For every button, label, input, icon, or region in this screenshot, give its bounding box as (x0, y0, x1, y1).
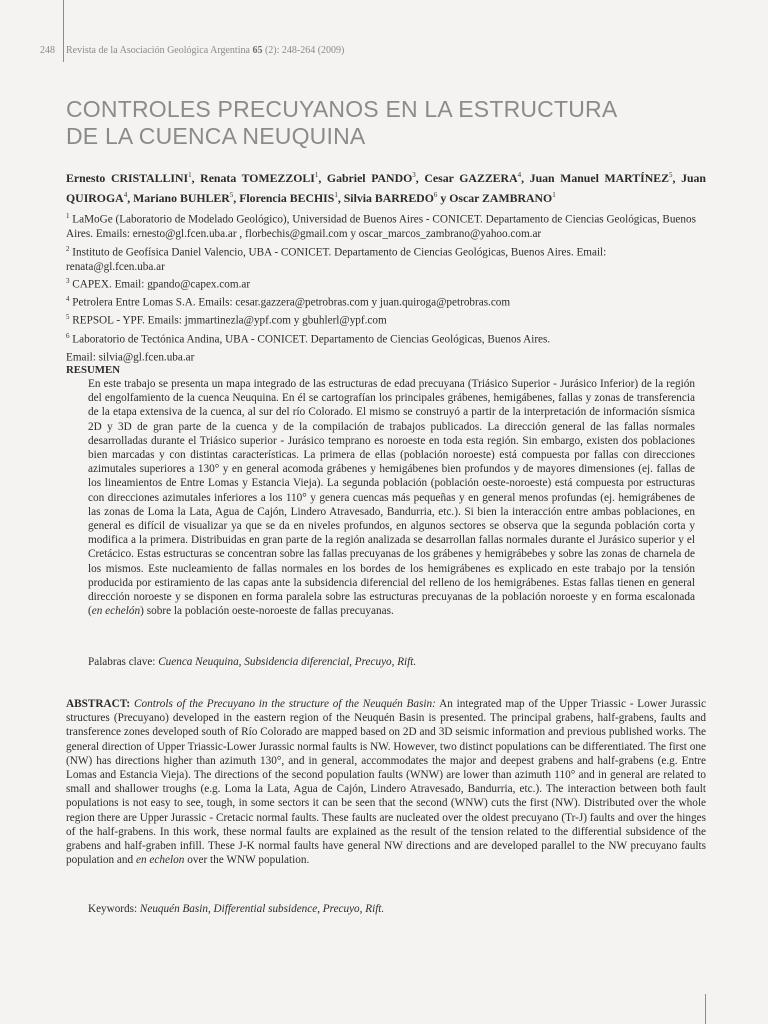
author-affiliation-marker: 1 (314, 171, 319, 179)
author-affiliation-marker: 3 (412, 171, 416, 179)
affiliation-item: Email: silvia@gl.fcen.uba.ar (66, 351, 195, 364)
abstract: ABSTRACT: Controls of the Precuyano in the structure of the Neuquén Basin: An integrated map of the Upper Triassic - Lower Jurassic structures (Precuyano) developed in the eastern region of the Neuquén Basin is presented. The principal grabens, half-grabens, faults and transference zones developed south of Río Colorado are mapped based on 2D and 3D seismic information and previous published works. The general direction of Upper Triassic-Lower Jurassic normal faults is NW. However, two distinct populations can be differentiated. The first one (NW) has directions higher than azimuth 130°, and in general, accommodates the major and deepest grabens and half-grabens (e.g. Entre Lomas and Estancia Vieja). The directions of the second population faults (WNW) are lower than azimuth 110° and in general are related to small and shallower troughs (e.g. Loma la Lata, Agua de Cajón, Lindero Atravesado, Bandurria, etc.). The interaction between both fault populations is not easy to see, tough, in some sectors it can be seen that the second (WNW) cuts the first (NW). Distributed over the whole region there are Upper Jurassic - Cretacic normal faults. These faults are nucleated over the oldest precuyano (Tr-J) faults and over the hinges of the half-grabens. In this work, these normal faults are explained as the result of the tension related to the differential subsidence of the grabens and half-graben infill. These J-K normal faults have general NW directions and are developed parallel to the NW precuyano faults population and en echelon over the WNW population. (66, 698, 706, 867)
affiliation-item: $^3$ CAPEX. Email: gpando@capex.com.ar (66, 277, 251, 291)
abstract-title: Controls of the Precuyano in the structure of the Neuquén Basin: (133, 698, 436, 710)
affiliation-item: $^1$ LaMoGe (Laboratorio de Modelado Geológico), Universidad de Buenos Aires - CONICET. Departamento de Ciencias Geológicas, Buenos Aires. Emails: ernesto@gl.fcen.uba.ar , florbechis@gmail.com y oscar_marcos_zambrano@yahoo.com.ar (66, 212, 696, 241)
affiliation-item: $^6$ Laboratorio de Tectónica Andina, UBA - CONICET. Departamento de Ciencias Geológicas, Buenos Aires. (66, 331, 551, 346)
affiliation-item: $^4$ Petrolera Entre Lomas S.A. Emails: cesar.gazzera@petrobras.com y juan.quiroga@petrobras.com (66, 295, 511, 309)
keywords-value: Cuenca Neuquina, Subsidencia diferencial, Precuyo, Rift. (158, 656, 417, 668)
author: Cesar GAZZERA (424, 170, 518, 185)
author: Ernesto CRISTALLINI (66, 170, 189, 185)
journal-name: Revista de la Asociación Geológica Argentina (66, 45, 253, 56)
palabras-clave (88, 656, 416, 668)
affiliation-list (66, 209, 706, 365)
journal-volume: 65 (252, 45, 263, 56)
article-title (66, 96, 706, 150)
author: Mariano BUHLER (133, 190, 230, 205)
resumen-heading: RESUMEN (66, 364, 120, 376)
keywords-value: Neuquén Basin, Differential subsidence, Precuyo, Rift. (139, 903, 385, 915)
author-affiliation-marker: 1 (188, 171, 192, 179)
title-line-1: CONTROLES PRECUYANOS EN LA ESTRUCTURA (66, 96, 618, 122)
author-affiliation-marker: 4 (517, 171, 522, 179)
resumen-body: En este trabajo se presenta un mapa integrado de las estructuras de edad precuyana (Triásico Superior - Jurásico Inferior) de la región del engolfamiento de la cuenca Neuquina. En él se cartografían los principales grábenes, hemigábenes, fallas y zonas de transferencia de la etapa extensiva de la cuenca, al sur del río Colorado. El mismo se construyó a partir de la interpretación de información sísmica 2D y 3D de gran parte de la cuenca y de la compilación de trabajos publicados. La dirección general de las fallas normales desarrolladas durante el Triásico superior - Jurásico temprano es noroeste en toda esta región. Sin embargo, existen dos poblaciones bien marcadas y con distintas características. La primera de ellas (población noroeste) está compuesta por fallas con direcciones azimutales superiores a 130° y en general acomoda grábenes y hemigábenes bien profundos y de mayores dimensiones (ej. fallas de los lineamientos de Entre Lomas y Estancia Vieja). La segunda población (población oeste-noroeste) está compuesta por estructuras con direcciones azimutales inferiores a los 110° y genera cuencas más pequeñas y en general menos profundas (ej. hemigrábenes de las zonas de Loma la Lata, Agua de Cajón, Lindero Atravesado, Bandurria, etc.). Si bien la interacción entre ambas poblaciones, en general es difícil de visualizar ya que se da en niveles profundos, en algunos sectores se observa que la segunda población corta y modifica a la primera. Distribuidas en gran parte de la región analizada se desarrollan fallas normales durante el Jurásico superior y el Cretácico. Estas estructuras se concentran sobre las fallas precuyanas de los grábenes y hemigrábebes y sobre las zonas de charnela de los mismos. Este nucleamiento de fallas normales en los bordes de los hemigrábenes es explicado en este trabajo por la tensión producida por estiramiento de las capas ante la subsidencia diferencial del relleno de los hemigrábenes. Estas fallas tienen en general dirección noroeste y se disponen en forma paralela sobre las estructuras precuyanas de la población noroeste y en forma escalonada (en echelón) sobre la población oeste-noroeste de fallas precuyanas. (88, 378, 695, 618)
abstract-label: ABSTRACT: (66, 698, 134, 710)
author-list: Ernesto CRISTALLINI$^1$, Renata TOMEZZOLI$^1$, Gabriel PANDO$^3$, Cesar GAZZERA$^4$, Juan Manuel MARTÍNEZ$^5$, Juan QUIROGA$^4$, Mariano BUHLER$^5$, Florencia BECHIS$^1$, Silvia BARREDO$^6$ y Oscar ZAMBRANO$^1$ (66, 170, 706, 205)
author: Silvia BARREDO (343, 190, 434, 205)
keywords-label: Palabras clave: (88, 656, 159, 668)
page-number: 248 (40, 45, 55, 56)
author-affiliation-marker: 5 (668, 171, 673, 179)
author-affiliation-marker: 4 (123, 190, 128, 199)
author-affiliation-marker: 1 (334, 190, 338, 199)
journal-issue-pages: (2): 248-264 (2009) (262, 45, 345, 56)
affiliation-item: $^2$ Instituto de Geofísica Daniel Valencio, UBA - CONICET. Departamento de Ciencias Geológicas, Buenos Aires. Email: renata@gl.fcen.uba.ar (66, 244, 607, 273)
author: Juan Manuel MARTÍNEZ (529, 170, 669, 185)
keywords (88, 903, 384, 915)
affiliation-item: $^5$ REPSOL - YPF. Emails: jmmartinezla@ypf.com y gbuhlerl@ypf.com (66, 313, 387, 328)
author: Gabriel PANDO (326, 170, 413, 185)
author: Oscar ZAMBRANO (449, 190, 553, 205)
author: Renata TOMEZZOLI (200, 170, 315, 185)
running-head (40, 45, 344, 56)
keywords-label: Keywords: (88, 903, 140, 915)
author-affiliation-marker: 5 (229, 190, 234, 199)
footer-divider (705, 994, 706, 1024)
title-line-2: DE LA CUENCA NEUQUINA (66, 123, 366, 149)
author: Florencia BECHIS (239, 190, 335, 205)
author-affiliation-marker: 6 (433, 190, 438, 199)
author: Juan QUIROGA (66, 170, 706, 205)
author-affiliation-marker: 1 (552, 190, 556, 199)
